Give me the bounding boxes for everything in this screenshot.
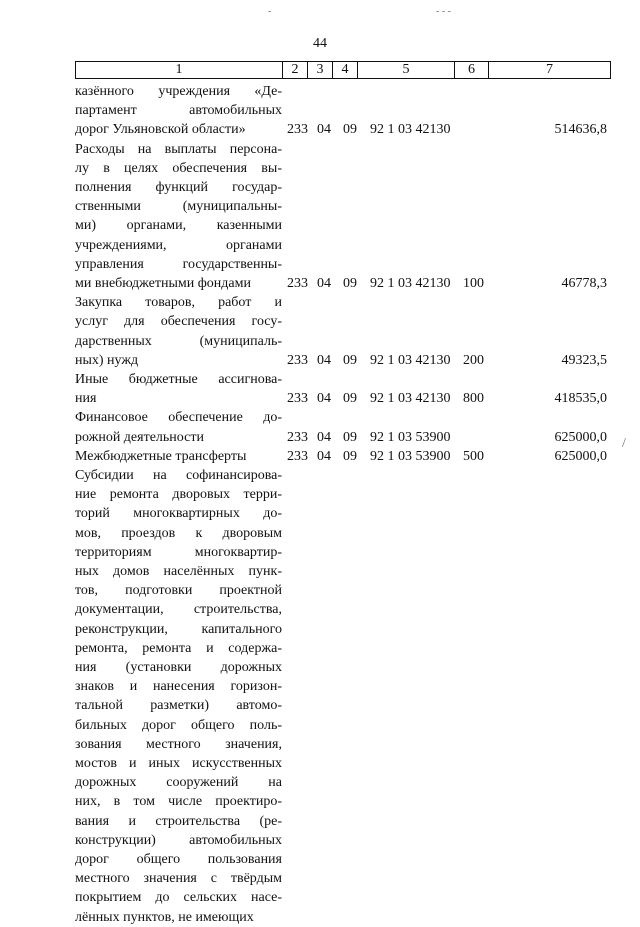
subsection-code-cell: 09 <box>343 122 357 138</box>
subsection-code-cell: 09 <box>343 352 357 368</box>
ved-code-cell: 233 <box>287 122 308 138</box>
row-name-line: Иные бюджетные ассигнова- <box>75 372 282 387</box>
row-name-line: Субсидии на софинансирова- <box>75 468 282 483</box>
scan-artifact: / <box>622 436 626 451</box>
row-name-line: лу в целях обеспечения вы- <box>75 160 282 176</box>
row-name-line: бильных дорог общего поль- <box>75 717 282 733</box>
subsection-code-cell: 09 <box>343 391 357 407</box>
column-header-3: 3 <box>308 62 333 79</box>
row-name-line: Закупка товаров, работ и <box>75 295 282 311</box>
row-name-cell <box>75 408 282 446</box>
ved-code-cell: 233 <box>287 275 308 291</box>
row-name-line: ственными (муниципальны- <box>75 199 282 215</box>
column-header-4: 4 <box>333 62 358 79</box>
column-header-row <box>75 61 611 79</box>
expense-type-code-cell: 500 <box>463 448 484 464</box>
row-name-line: Межбюджетные трансферты <box>75 448 247 464</box>
ved-code-cell: 233 <box>287 352 308 368</box>
row-name-line: партамент автомобильных <box>75 103 282 119</box>
column-header-2: 2 <box>283 62 308 79</box>
amount-cell: 418535,0 <box>554 391 607 407</box>
target-article-code-cell: 92 1 03 42130 <box>370 275 451 291</box>
row-name-line: дорог Ульяновской области» <box>75 122 246 138</box>
ved-code-cell: 233 <box>287 391 308 407</box>
scan-artifact: - - - <box>436 6 451 17</box>
row-name-line: лённых пунктов, не имеющих <box>75 909 254 925</box>
row-name-line: ния (установки дорожных <box>75 660 282 676</box>
section-code-cell: 04 <box>317 429 331 445</box>
row-name-cell <box>75 293 282 370</box>
subsection-code-cell: 09 <box>343 448 357 464</box>
section-code-cell: 04 <box>317 391 331 407</box>
row-name-line: дарственных (муниципаль- <box>75 333 282 349</box>
amount-cell: 514636,8 <box>554 122 607 138</box>
page-number: 44 <box>313 36 327 51</box>
row-name-line: ми) органами, казенными <box>75 218 282 234</box>
row-name-line: рожной деятельности <box>75 429 204 445</box>
ved-code-cell: 233 <box>287 429 308 445</box>
subsection-code-cell: 09 <box>343 275 357 291</box>
row-name-line: покрытием до сельских насе- <box>75 890 282 906</box>
expense-type-code-cell: 100 <box>463 275 484 291</box>
row-name-line: реконструкции, капитального <box>75 621 282 637</box>
section-code-cell: 04 <box>317 122 331 138</box>
row-name-cell <box>75 447 282 466</box>
row-name-line: казённого учреждения «Де- <box>75 84 282 99</box>
row-name-line: Расходы на выплаты персона- <box>75 141 282 157</box>
row-name-line: зования местного значения, <box>75 736 282 752</box>
row-name-line: них, в том числе проектиро- <box>75 794 282 810</box>
amount-cell: 49323,5 <box>561 352 607 368</box>
column-header-5: 5 <box>358 62 455 79</box>
row-name-line: услуг для обеспечения госу- <box>75 314 282 330</box>
column-header-6: 6 <box>455 62 489 79</box>
column-header-1: 1 <box>76 62 283 79</box>
row-name-line: Финансовое обеспечение до- <box>75 410 282 426</box>
section-code-cell: 04 <box>317 448 331 464</box>
row-name-line: ных) нужд <box>75 352 139 368</box>
section-code-cell: 04 <box>317 275 331 291</box>
amount-cell: 46778,3 <box>561 275 607 291</box>
target-article-code-cell: 92 1 03 53900 <box>370 429 451 445</box>
row-name-line: дорог общего пользования <box>75 852 282 868</box>
ved-code-cell: 233 <box>287 448 308 464</box>
section-code-cell: 04 <box>317 352 331 368</box>
target-article-code-cell: 92 1 03 53900 <box>370 448 451 464</box>
row-name-line: мов, проездов к дворовым <box>75 525 282 541</box>
row-name-line: ных домов населённых пунк- <box>75 564 282 580</box>
row-name-line: управления государственны- <box>75 256 282 272</box>
target-article-code-cell: 92 1 03 42130 <box>370 391 451 407</box>
row-name-line: знаков и нанесения горизон- <box>75 679 282 695</box>
subsection-code-cell: 09 <box>343 429 357 445</box>
column-header-7: 7 <box>489 62 611 79</box>
target-article-code-cell: 92 1 03 42130 <box>370 352 451 368</box>
row-name-line: документации, строительства, <box>75 602 282 618</box>
row-name-line: дорожных сооружений на <box>75 775 282 791</box>
row-name-line: местного значения с твёрдым <box>75 871 282 887</box>
row-name-line: учреждениями, органами <box>75 237 282 253</box>
amount-cell: 625000,0 <box>554 429 607 445</box>
row-name-line: полнения функций государ- <box>75 180 282 195</box>
row-name-line: ния <box>75 391 97 407</box>
row-name-line: ми внебюджетными фондами <box>75 276 251 292</box>
row-name-cell <box>75 466 282 927</box>
row-name-cell <box>75 82 282 140</box>
row-name-line: конструкции) автомобильных <box>75 832 282 848</box>
row-name-line: мостов и иных искусственных <box>75 756 282 772</box>
target-article-code-cell: 92 1 03 42130 <box>370 122 451 138</box>
row-name-line: тов, подготовки проектной <box>75 583 282 599</box>
expense-type-code-cell: 800 <box>463 391 484 407</box>
row-name-line: тальной разметки) автомо- <box>75 698 282 714</box>
expense-type-code-cell: 200 <box>463 352 484 368</box>
row-name-line: вания и строительства (ре- <box>75 813 282 829</box>
row-name-line: торий многоквартирных до- <box>75 506 282 522</box>
row-name-cell <box>75 370 282 408</box>
row-name-line: ремонта, ремонта и содержа- <box>75 640 282 656</box>
scan-artifact: - <box>268 6 272 17</box>
row-name-line: ние ремонта дворовых терри- <box>75 487 282 503</box>
amount-cell: 625000,0 <box>554 448 607 464</box>
row-name-line: территориям многоквартир- <box>75 544 282 560</box>
row-name-cell <box>75 140 282 294</box>
